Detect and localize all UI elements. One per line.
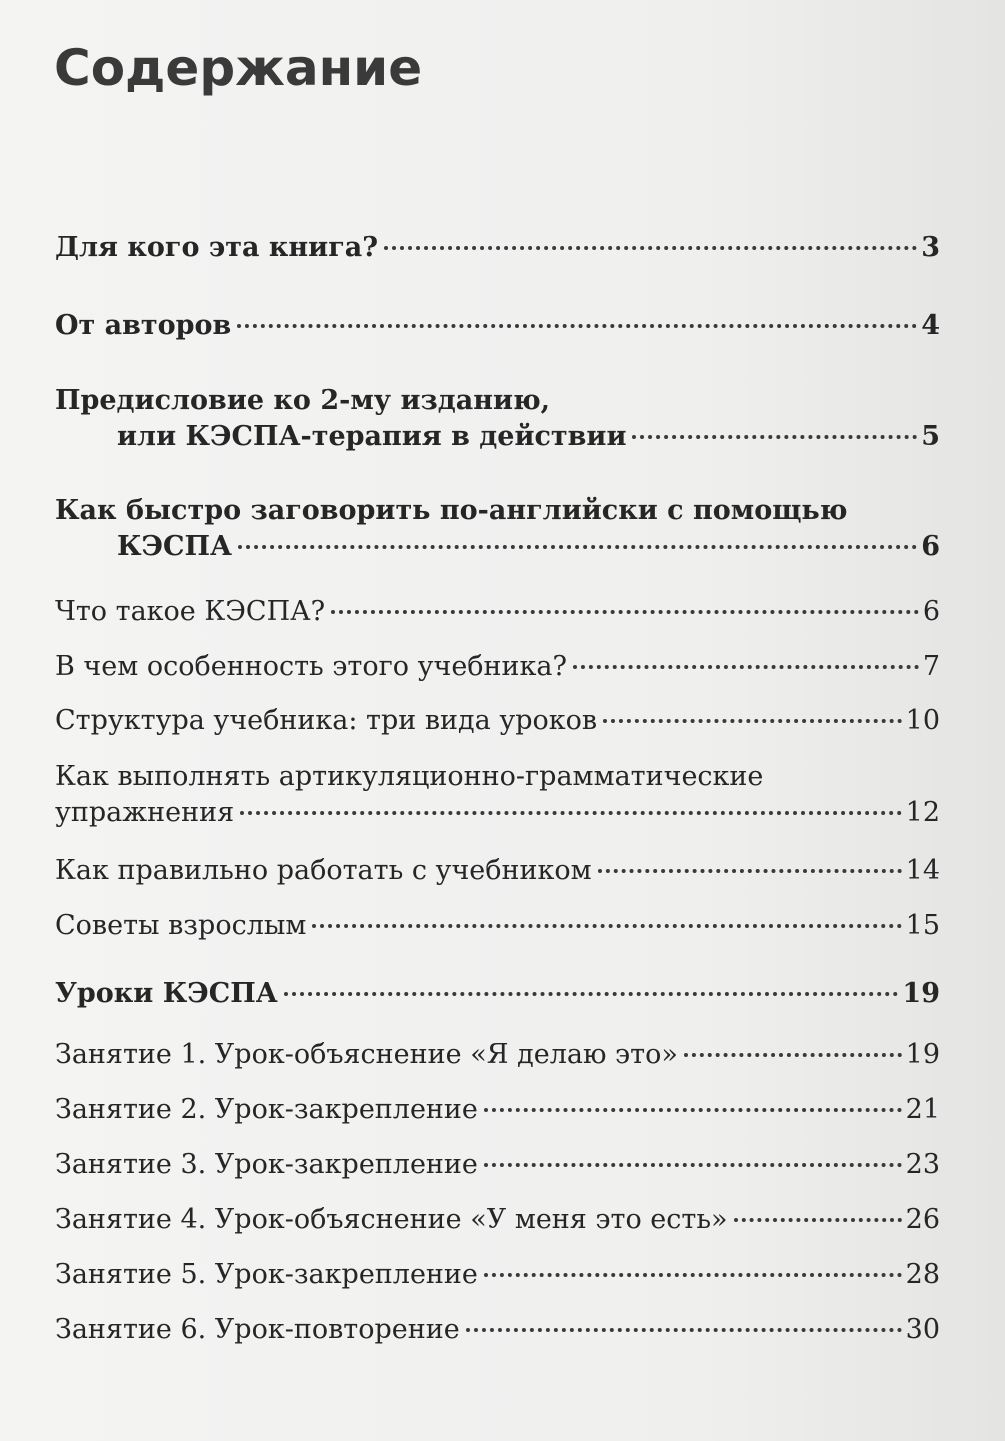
leader-dots bbox=[734, 1218, 902, 1222]
toc-entry[interactable] bbox=[55, 230, 940, 266]
toc-entry[interactable] bbox=[55, 1092, 940, 1128]
toc-entry[interactable] bbox=[55, 308, 940, 344]
toc-entry-title: Что такое КЭСПА? bbox=[55, 596, 326, 627]
leader-dots bbox=[237, 324, 917, 328]
leader-dots bbox=[331, 610, 919, 614]
leader-dots bbox=[598, 869, 902, 873]
leader-dots bbox=[484, 1108, 902, 1112]
toc-page-number: 6 bbox=[922, 596, 940, 627]
page-title: Содержание bbox=[54, 39, 423, 97]
toc-entry[interactable] bbox=[55, 383, 940, 455]
toc-entry-title: Занятие 5. Урок-закрепление bbox=[55, 1259, 478, 1290]
leader-dots bbox=[284, 992, 899, 996]
toc-entry[interactable] bbox=[55, 853, 940, 889]
toc-entry-title: Уроки КЭСПА bbox=[55, 978, 278, 1009]
toc-entry-title: От авторов bbox=[55, 310, 232, 341]
leader-dots bbox=[312, 924, 901, 928]
leader-dots bbox=[632, 435, 917, 439]
toc-entry-title: Занятие 1. Урок-объяснение «Я делаю это» bbox=[55, 1039, 678, 1070]
leader-dots bbox=[484, 1163, 902, 1167]
toc-page-number: 23 bbox=[905, 1149, 940, 1180]
leader-dots bbox=[684, 1053, 902, 1057]
toc-page-number: 6 bbox=[921, 531, 940, 562]
toc-page-number: 4 bbox=[921, 310, 940, 341]
toc-entry-title: Занятие 2. Урок-закрепление bbox=[55, 1094, 478, 1125]
leader-dots bbox=[384, 246, 917, 250]
toc-page-number: 19 bbox=[905, 1039, 940, 1070]
toc-entry[interactable] bbox=[55, 649, 940, 685]
toc-entry[interactable] bbox=[55, 1257, 940, 1293]
toc-page-number: 12 bbox=[905, 797, 940, 828]
toc-entry-title: Занятие 4. Урок-объяснение «У меня это есть» bbox=[55, 1204, 728, 1235]
toc-page-number: 14 bbox=[905, 855, 940, 886]
toc-entry-title: В чем особенность этого учебника? bbox=[55, 651, 567, 682]
toc-entry-title: Советы взрослым bbox=[55, 910, 307, 941]
leader-dots bbox=[603, 719, 902, 723]
toc-page-number: 19 bbox=[902, 978, 940, 1009]
toc-page-number: 30 bbox=[905, 1314, 940, 1345]
toc-entry-title: Занятие 3. Урок-закрепление bbox=[55, 1149, 478, 1180]
toc-entry-title: Как выполнять артикуляционно-грамматические bbox=[55, 761, 764, 792]
toc-page-number: 15 bbox=[905, 910, 940, 941]
toc-entry[interactable] bbox=[55, 594, 940, 630]
toc-entry-title: Занятие 6. Урок-повторение bbox=[55, 1314, 460, 1345]
toc-entry-title: Структура учебника: три вида уроков bbox=[55, 705, 598, 736]
toc-entry[interactable] bbox=[55, 1312, 940, 1348]
toc-entry-title-cont: или КЭСПА-терапия в действии bbox=[117, 421, 627, 452]
leader-dots bbox=[238, 545, 917, 549]
toc-entry[interactable] bbox=[55, 1202, 940, 1238]
toc-entry-title: Предисловие ко 2-му изданию, bbox=[55, 385, 551, 416]
leader-dots bbox=[573, 665, 919, 669]
toc-entry-title: Как быстро заговорить по-английски с помощью bbox=[55, 495, 848, 526]
toc-entry[interactable] bbox=[55, 703, 940, 739]
toc-page-number: 3 bbox=[921, 232, 940, 263]
leader-dots bbox=[484, 1273, 902, 1277]
toc-entry[interactable] bbox=[55, 493, 940, 565]
leader-dots bbox=[240, 811, 902, 815]
toc-page-number: 21 bbox=[905, 1094, 940, 1125]
leader-dots bbox=[466, 1328, 902, 1332]
toc-entry[interactable] bbox=[55, 976, 940, 1012]
toc-page-number: 7 bbox=[922, 651, 940, 682]
toc-entry[interactable] bbox=[55, 759, 940, 831]
toc-entry[interactable] bbox=[55, 1147, 940, 1183]
toc-page-number: 28 bbox=[905, 1259, 940, 1290]
toc-page-number: 5 bbox=[921, 421, 940, 452]
toc-page-number: 26 bbox=[905, 1204, 940, 1235]
toc-page-number: 10 bbox=[905, 705, 940, 736]
toc-entry-title-cont: упражнения bbox=[55, 797, 235, 828]
toc-entry-title: Для кого эта книга? bbox=[55, 232, 379, 263]
toc-entry-title-cont: КЭСПА bbox=[117, 531, 233, 562]
toc-entry[interactable] bbox=[55, 908, 940, 944]
toc-entry-title: Как правильно работать с учебником bbox=[55, 855, 592, 886]
toc-entry[interactable] bbox=[55, 1037, 940, 1073]
